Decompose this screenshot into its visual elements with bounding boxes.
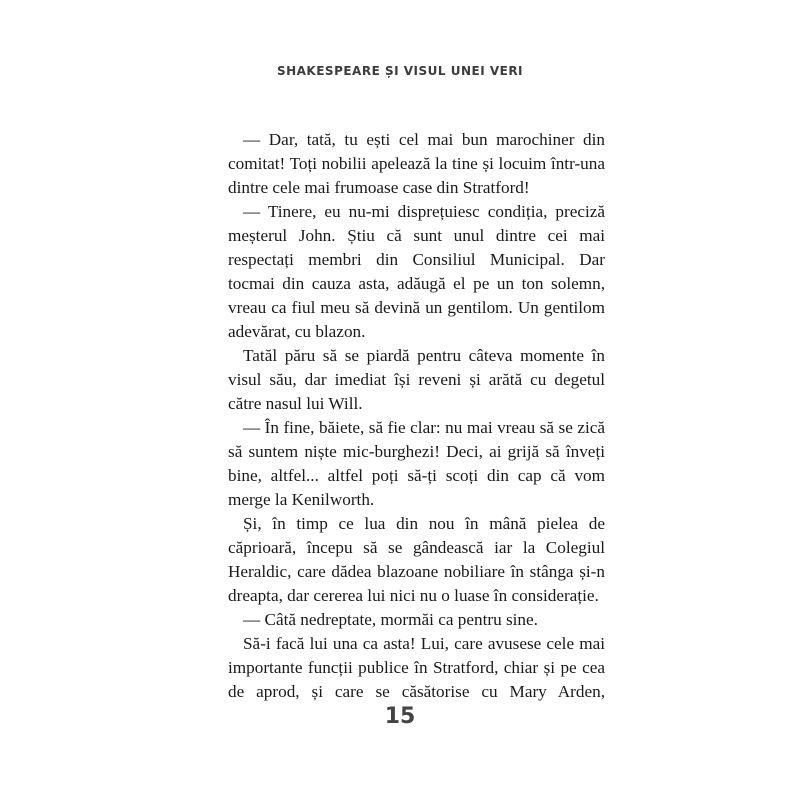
paragraph: — În fine, băiete, să fie clar: nu mai vreau să se zică să suntem niște mic-burghezi! Deci, ai grijă să înveți bine, altfel... altfel poți să-ți scoți din cap că vom merge la Kenilworth.	[228, 418, 605, 509]
paragraph: — Dar, tată, tu ești cel mai bun marochiner din comitat! Toți nobilii apelează la tine și locuim într-una dintre cele mai frumoase case din Stratford!	[228, 130, 605, 197]
running-head-title: SHAKESPEARE ȘI VISUL UNEI VERI	[276, 64, 524, 78]
paragraph: Și, în timp ce lua din nou în mână pielea de căprioară, începu să se gândească iar la Colegiul Heraldic, care dădea blazoane nobiliare în stânga și-n dreapta, dar cererea lui nici nu o luase în considerație.	[228, 514, 605, 605]
paragraph: — Tinere, eu nu-mi disprețuiesc condiția, preciză meșterul John. Știu că sunt unul dintre cei mai respectați membri din Consiliul Municipal. Dar tocmai din cauza asta, adăugă el pe un ton solemn, vreau ca fiul meu să devină un gentilom. Un gentilom adevărat, cu blazon.	[228, 202, 605, 341]
body-text	[228, 128, 605, 704]
paragraph: Tatăl păru să se piardă pentru câteva momente în visul său, dar imediat își reveni și arătă cu degetul către nasul lui Will.	[228, 346, 605, 413]
paragraph: — Câtă nedreptate, mormăi ca pentru sine.	[243, 610, 538, 629]
page-number: 15	[384, 704, 416, 729]
paragraph: Să-i facă lui una ca asta! Lui, care avusese cele mai importante funcții publice în Stratford, chiar și pe cea de aprod, și care se căsătorise cu Mary Arden,	[228, 634, 605, 701]
